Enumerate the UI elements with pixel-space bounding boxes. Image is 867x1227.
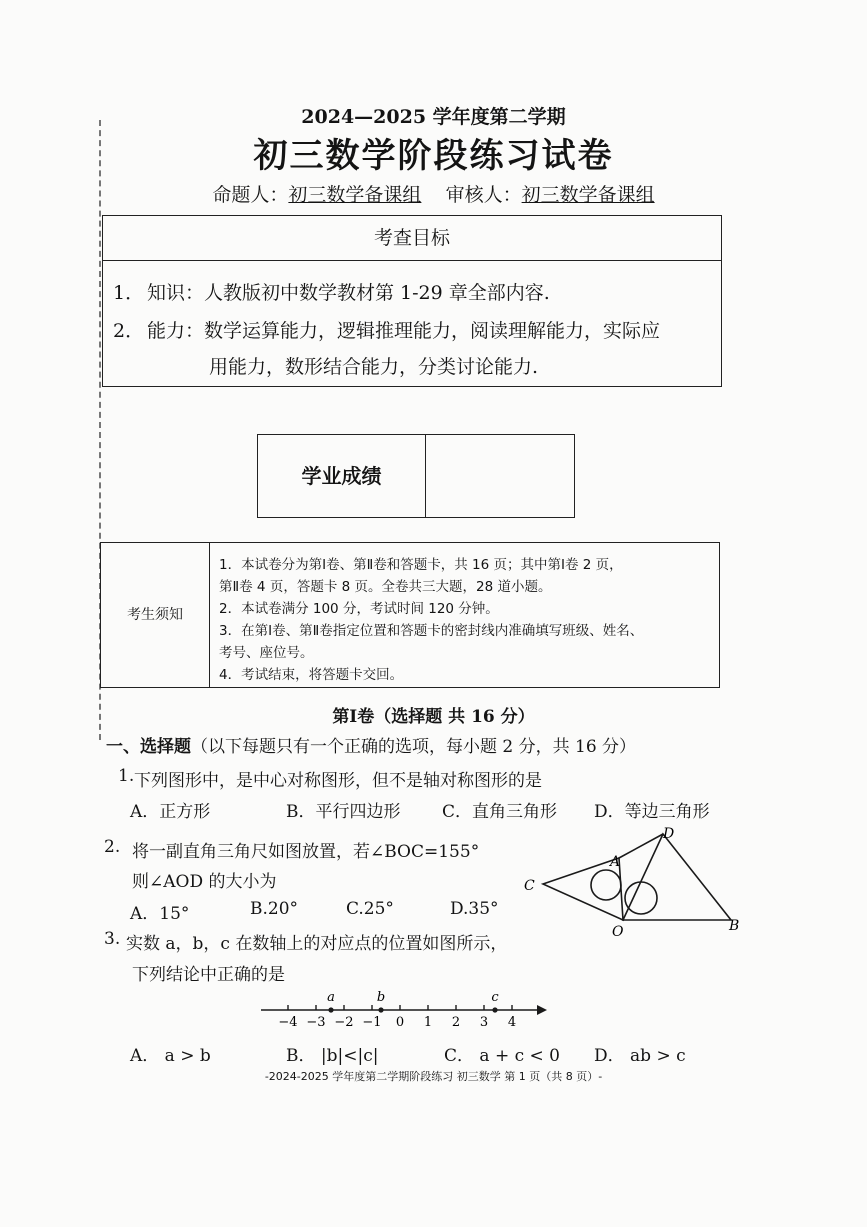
setter-name: 初三数学备课组 [288,184,422,206]
score-box [257,434,575,518]
label-b: B [729,918,740,934]
page-footer: -2024-2025 学年度第二学期阶段练习 初三数学 第 1 页（共 8 页）- [264,1070,603,1083]
tick-label: −4 [278,1015,298,1030]
point-a [328,1007,333,1012]
exam-goals-box [102,215,722,387]
score-label: 学业成绩 [258,435,426,517]
left-arc [591,870,621,900]
question-2-option-d[interactable]: D.35° [450,899,499,919]
point-label-c: c [491,990,499,1005]
point-label-a: a [327,990,335,1005]
part-description: （以下每题只有一个正确的选项，每小题 2 分，共 16 分） [191,737,637,757]
year-term: 2024—2025 学年度第二学期 [301,106,566,128]
question-2-option-c[interactable]: C.25° [346,899,394,919]
question-2-number: 2. [104,837,121,857]
notice-line: 考号、座位号。 [219,645,314,661]
reviewer-name: 初三数学备课组 [521,184,655,206]
triangle-rulers-figure [515,822,745,940]
question-2-stem: 将一副直角三角尺如图放置，若∠BOC=155° [132,842,480,862]
goals-heading: 考查目标 [103,216,721,261]
question-3-stem: 实数 a，b，c 在数轴上的对应点的位置如图所示， [126,934,508,954]
question-2-option-a[interactable]: A．15° [130,904,190,924]
question-1-option-a[interactable]: A．正方形 [130,802,211,822]
right-arc [625,882,657,914]
goal-item-2-number: 2． [113,320,145,342]
point-b [378,1007,383,1012]
notice-label: 考生须知 [101,543,210,687]
notice-line: 2．本试卷满分 100 分，考试时间 120 分钟。 [219,601,499,617]
edge-ad [619,834,663,858]
question-3-option-b[interactable]: B． |b|<|c| [286,1046,379,1066]
question-2-option-b[interactable]: B.20° [250,899,299,919]
tick-label: −1 [362,1015,382,1030]
notice-line: 第Ⅱ卷 4 页，答题卡 8 页。全卷共三大题，28 道小题。 [219,579,552,595]
number-line-arrow [537,1005,547,1015]
goal-item-1-number: 1． [113,282,145,304]
label-d: D [663,826,675,842]
part-title: 一、选择题 [106,737,191,757]
question-3-option-c[interactable]: C． a + c < 0 [444,1046,560,1066]
point-label-b: b [376,990,386,1005]
tick-label: 1 [423,1015,433,1030]
number-line-figure [255,988,555,1030]
question-1-option-c[interactable]: C．直角三角形 [442,802,558,822]
tick-label: 2 [451,1015,461,1030]
point-c [492,1007,497,1012]
label-o: O [612,924,624,940]
notice-line: 4．考试结束，将答题卡交回。 [219,667,404,683]
part-heading [106,732,636,757]
exam-notice-box [100,542,720,688]
goal-item-2-line-1: 能力：数学运算能力，逻辑推理能力，阅读理解能力，实际应 [147,320,661,342]
tick-label: −2 [334,1015,354,1030]
page-title: 初三数学阶段练习试卷 [253,136,614,176]
question-2-stem-line-2: 则∠AOD 的大小为 [132,872,277,892]
question-3-option-a[interactable]: A． a > b [130,1046,211,1066]
label-c: C [524,878,535,894]
question-3-option-d[interactable]: D． ab > c [594,1046,686,1066]
setter-label: 命题人： [212,184,289,206]
reviewer-label: 审核人： [445,184,522,206]
tick-label: −3 [306,1015,326,1030]
tick-label: 3 [479,1015,489,1030]
tick-label: 4 [507,1015,517,1030]
goal-item-2-line-2: 用能力，数形结合能力，分类讨论能力. [209,356,539,378]
label-a: A [610,854,621,870]
authors-line [0,180,867,207]
question-1-option-b[interactable]: B．平行四边形 [286,802,401,822]
question-1-option-d[interactable]: D．等边三角形 [594,802,710,822]
question-3-number: 3. [104,929,121,949]
question-1-stem: 下列图形中，是中心对称图形，但不是轴对称图形的是 [134,771,542,791]
tick-label: 0 [395,1015,405,1030]
score-value-cell[interactable] [428,435,574,517]
notice-line: 3．在第Ⅰ卷、第Ⅱ卷指定位置和答题卡的密封线内准确填写班级、姓名、 [219,623,644,639]
goal-item-1: 知识：人教版初中数学教材第 1-29 章全部内容. [147,282,550,304]
question-1-number: 1. [118,766,135,786]
section-heading: 第Ⅰ卷（选择题 共 16 分） [332,707,535,727]
notice-line: 1．本试卷分为第Ⅰ卷、第Ⅱ卷和答题卡，共 16 页；其中第Ⅰ卷 2 页， [219,557,623,573]
question-3-stem-line-2: 下列结论中正确的是 [132,965,285,985]
